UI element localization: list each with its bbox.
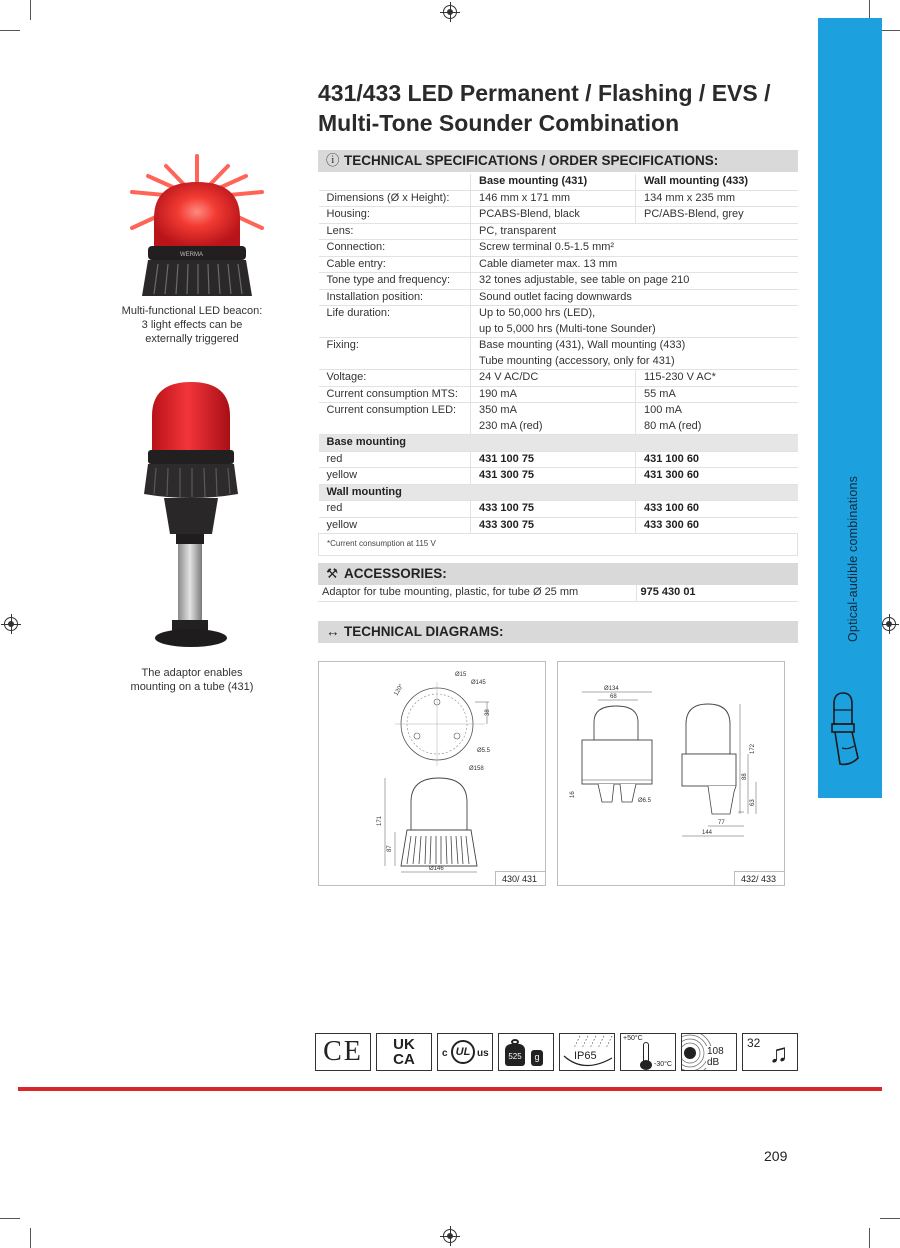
dim-label: 16: [570, 791, 576, 798]
spec-value: PC/ABS-Blend, grey: [636, 207, 798, 224]
dim-label: Ø145: [471, 680, 486, 686]
weight-icon: [498, 1033, 554, 1071]
sound-text: 108 dB: [706, 1046, 736, 1068]
table-row: [319, 190, 798, 207]
spec-value: Base mounting (431), Wall mounting (433): [471, 338, 798, 354]
spec-value: 350 mA: [471, 403, 636, 419]
order-row: [319, 517, 798, 534]
spec-value: 24 V AC/DC: [471, 370, 636, 387]
color-label: yellow: [319, 468, 471, 485]
spec-table: [318, 174, 798, 556]
table-row: [319, 322, 798, 338]
table-row: [319, 240, 798, 257]
group-label: Base mounting: [319, 435, 798, 452]
spec-value: 146 mm x 171 mm: [471, 190, 636, 207]
group-label: Wall mounting: [319, 484, 798, 501]
registration-mark-icon: [4, 617, 18, 631]
order-code: 433 300 60: [636, 517, 798, 534]
spec-value: PCABS-Blend, black: [471, 207, 636, 224]
dimension-drawing-431: [319, 662, 545, 885]
dim-label: 63: [750, 799, 756, 806]
spec-value: 55 mA: [636, 386, 798, 403]
music-note-icon: ♫: [769, 1038, 789, 1068]
crop-mark: [0, 1218, 20, 1219]
crop-mark: [30, 1228, 31, 1248]
header-cell: [319, 174, 471, 190]
info-icon: ⓘ: [326, 153, 340, 168]
crop-mark: [30, 0, 31, 20]
color-label: red: [319, 501, 471, 518]
spec-label: Dimensions (Ø x Height):: [319, 190, 471, 207]
spec-label: Current consumption LED:: [326, 404, 457, 416]
spec-label: Voltage:: [319, 370, 471, 387]
dim-label: Ø146: [429, 866, 444, 872]
table-row: [319, 338, 798, 354]
spec-label: Housing:: [319, 207, 471, 224]
crop-mark: [880, 1218, 900, 1219]
weight-unit: g: [534, 1052, 540, 1062]
beacon-sounder-icon: [828, 690, 862, 768]
table-row: [319, 289, 798, 306]
accessories-section-heading: [318, 563, 798, 585]
ukca-mark-icon: [376, 1033, 432, 1071]
diagrams-section-heading: [318, 621, 798, 643]
tones-count: 32: [747, 1036, 761, 1050]
footnote-row: [319, 534, 798, 556]
temperature-range-icon: [620, 1033, 676, 1071]
order-row: [319, 451, 798, 468]
ukca-bottom: CA: [393, 1051, 415, 1068]
table-row: [319, 403, 798, 419]
spec-label: Connection:: [319, 240, 471, 257]
specs-section-heading: [318, 150, 798, 172]
category-side-tab: [818, 18, 882, 798]
order-code: 431 100 75: [471, 451, 636, 468]
ce-mark-icon: [315, 1033, 371, 1071]
table-header-row: [319, 174, 798, 190]
category-label: Optical-audible combinations: [846, 475, 860, 642]
order-row: [319, 501, 798, 518]
ul-c: c: [442, 1048, 448, 1059]
header-cell: Base mounting (431): [471, 174, 636, 190]
spec-label: Fixing:: [326, 339, 359, 351]
table-row: [319, 306, 798, 322]
diagrams-heading-text: TECHNICAL DIAGRAMS:: [344, 624, 504, 639]
table-row: [319, 256, 798, 273]
ip-text: IP65: [574, 1050, 597, 1062]
led-beacon-product-image: [118, 152, 276, 300]
table-row: [319, 207, 798, 224]
dim-label: Ø5.5: [477, 748, 491, 754]
registration-mark-icon: [882, 617, 896, 631]
caption-beacon: Multi-functional LED beacon: 3 light effects can be externally triggered: [121, 305, 263, 345]
spec-label: Current consumption MTS:: [319, 386, 471, 403]
weight-value: 525: [508, 1052, 522, 1061]
crop-mark: [0, 30, 20, 31]
dimension-drawing-433: [558, 662, 784, 885]
crop-mark: [880, 30, 900, 31]
accessories-table: [318, 585, 798, 602]
table-row: [319, 273, 798, 290]
spec-value: 230 mA (red): [471, 419, 636, 435]
table-row: [319, 354, 798, 370]
title-line-2: Multi-Tone Sounder Combination: [318, 110, 680, 136]
accessory-description: Adaptor for tube mounting, plastic, for tube Ø 25 mm: [318, 585, 636, 601]
ukca-top: UK: [393, 1036, 415, 1053]
diagram-label: 430/ 431: [495, 871, 545, 885]
dim-label: 88: [742, 773, 748, 780]
diagram-label: 432/ 433: [734, 871, 784, 885]
double-arrow-icon: ↔: [326, 624, 340, 639]
order-code: 431 300 75: [471, 468, 636, 485]
crop-mark: [869, 1228, 870, 1248]
brand-logo-text: WERMA: [180, 252, 203, 258]
order-code: 433 300 75: [471, 517, 636, 534]
footer-rule: [18, 1087, 882, 1091]
table-row: [319, 223, 798, 240]
spec-value: 80 mA (red): [636, 419, 798, 435]
tools-icon: ⚒: [326, 566, 339, 581]
spec-label: [319, 354, 471, 370]
technical-diagram-431: [318, 661, 546, 886]
registration-mark-icon: [443, 1229, 457, 1243]
sound-level-icon: [681, 1033, 737, 1071]
dim-label: 68: [610, 694, 617, 700]
dim-label: 38: [485, 709, 491, 716]
spec-label: [319, 322, 471, 338]
spec-value: 32 tones adjustable, see table on page 210: [471, 273, 798, 290]
spec-value: 100 mA: [636, 403, 798, 419]
page-number: 209: [764, 1148, 788, 1164]
spec-label: Installation position:: [319, 289, 471, 306]
tube-mounted-beacon-image: [140, 376, 242, 652]
table-row: [318, 585, 798, 601]
header-cell: Wall mounting (433): [636, 174, 798, 190]
order-code: 433 100 75: [471, 501, 636, 518]
tones-icon: [742, 1033, 798, 1071]
group-header-row: [319, 484, 798, 501]
color-label: yellow: [319, 517, 471, 534]
spec-value: 115-230 V AC*: [636, 370, 798, 387]
spec-value: Screw terminal 0.5-1.5 mm²: [471, 240, 798, 257]
spec-label: Lens:: [319, 223, 471, 240]
table-row: [319, 386, 798, 403]
accessory-code: 975 430 01: [636, 585, 798, 601]
order-code: 431 100 60: [636, 451, 798, 468]
order-code: 431 300 60: [636, 468, 798, 485]
dim-label: 120°: [393, 683, 405, 697]
cul-us-mark-icon: [437, 1033, 493, 1071]
temp-max: +50°C: [623, 1035, 643, 1042]
title-line-1: 431/433 LED Permanent / Flashing / EVS /: [318, 80, 771, 106]
spec-label: Life duration:: [326, 307, 391, 319]
technical-diagram-433: [557, 661, 785, 886]
order-code: 433 100 60: [636, 501, 798, 518]
temp-min: -30°C: [654, 1061, 672, 1068]
order-row: [319, 468, 798, 485]
ul-mark: UL: [451, 1040, 475, 1064]
table-row: [319, 419, 798, 435]
spec-value: Cable diameter max. 13 mm: [471, 256, 798, 273]
dim-label: 172: [750, 743, 756, 754]
spec-label: Tone type and frequency:: [319, 273, 471, 290]
footnote: *Current consumption at 115 V: [319, 534, 798, 556]
ip-rating-icon: [559, 1033, 615, 1071]
dim-label: Ø134: [604, 686, 619, 692]
dim-label: 144: [702, 830, 713, 836]
group-header-row: [319, 435, 798, 452]
spec-value: 134 mm x 235 mm: [636, 190, 798, 207]
spec-value: 190 mA: [471, 386, 636, 403]
spec-label: [319, 419, 471, 435]
dim-label: 77: [718, 820, 725, 826]
dim-label: 171: [377, 815, 383, 826]
dim-label: Ø6.5: [638, 798, 652, 804]
crop-mark: [869, 0, 870, 20]
color-label: red: [319, 451, 471, 468]
specs-heading-text: TECHNICAL SPECIFICATIONS / ORDER SPECIFICATIONS:: [344, 153, 719, 168]
spec-value: Sound outlet facing downwards: [471, 289, 798, 306]
ul-us: us: [477, 1048, 489, 1059]
ce-text: CE: [323, 1036, 363, 1067]
spec-value: PC, transparent: [471, 223, 798, 240]
table-row: [319, 370, 798, 387]
dim-label: Ø158: [469, 766, 484, 772]
dim-label: Ø15: [455, 672, 467, 678]
accessories-heading-text: ACCESSORIES:: [344, 566, 447, 581]
spec-value: Tube mounting (accessory, only for 431): [471, 354, 798, 370]
spec-label: Cable entry:: [319, 256, 471, 273]
registration-mark-icon: [443, 5, 457, 19]
caption-tube: The adaptor enables mounting on a tube (431): [130, 667, 254, 693]
page-title: [318, 78, 798, 138]
spec-value: up to 5,000 hrs (Multi-tone Sounder): [471, 322, 798, 338]
spec-value: Up to 50,000 hrs (LED),: [471, 306, 798, 322]
dim-label: 87: [387, 845, 393, 852]
